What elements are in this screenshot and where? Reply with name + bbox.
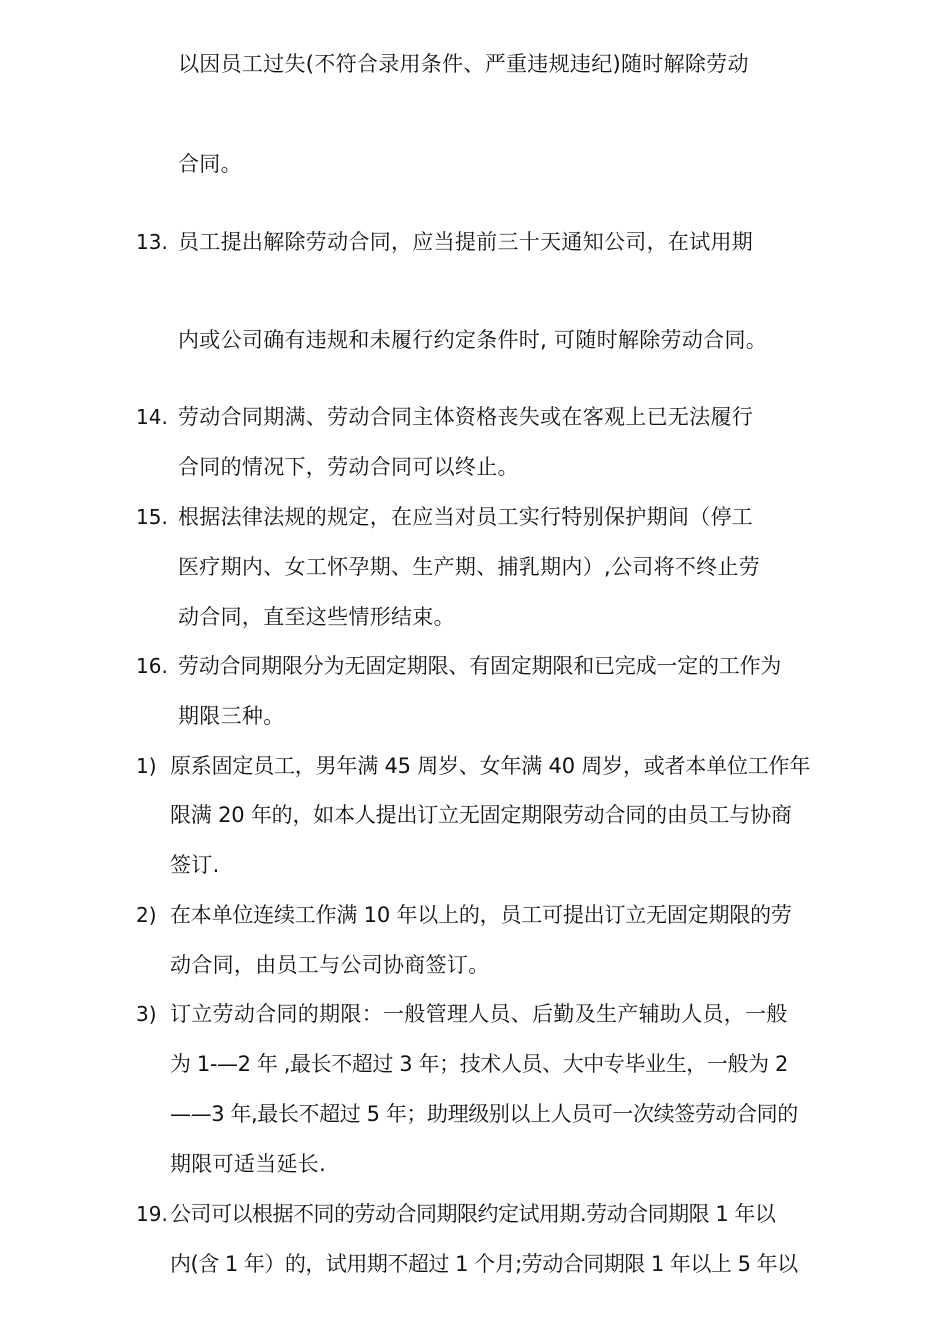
item-number: 15. bbox=[136, 505, 168, 529]
paragraph-line: 签订. bbox=[170, 853, 220, 877]
paragraph-line: 员工提出解除劳动合同，应当提前三十天通知公司，在试用期 bbox=[178, 230, 754, 254]
item-number: 13. bbox=[136, 230, 168, 254]
paragraph-line: 原系固定员工，男年满 45 周岁、女年满 40 周岁，或者本单位工作年 bbox=[170, 754, 811, 778]
paragraph-line: 内或公司确有违规和未履行约定条件时, 可随时解除劳动合同。 bbox=[178, 328, 768, 352]
item-number: 16. bbox=[136, 654, 168, 678]
subitem-number: 3) bbox=[136, 1002, 157, 1026]
paragraph-line: 期限三种。 bbox=[178, 704, 285, 728]
item-number: 19. bbox=[136, 1202, 168, 1226]
subitem-number: 2) bbox=[136, 903, 157, 927]
subitem-number: 1) bbox=[136, 754, 157, 778]
paragraph-line: 动合同，直至这些情形结束。 bbox=[178, 605, 455, 629]
paragraph-line: 公司可以根据不同的劳动合同期限约定试用期.劳动合同期限 1 年以 bbox=[170, 1202, 776, 1226]
paragraph-line: 医疗期内、女工怀孕期、生产期、捕乳期内）,公司将不终止劳 bbox=[178, 555, 761, 579]
item-number: 14. bbox=[136, 405, 168, 429]
paragraph-line: 期限可适当延长. bbox=[170, 1152, 327, 1176]
paragraph-line: ——3 年,最长不超过 5 年；助理级别以上人员可一次续签劳动合同的 bbox=[170, 1102, 798, 1126]
paragraph-line: 内(含 1 年）的，试用期不超过 1 个月;劳动合同期限 1 年以上 5 年以 bbox=[170, 1252, 798, 1276]
paragraph-line: 限满 20 年的，如本人提出订立无固定期限劳动合同的由员工与协商 bbox=[170, 803, 792, 827]
paragraph-line: 合同。 bbox=[178, 152, 242, 176]
paragraph-line: 劳动合同期限分为无固定期限、有固定期限和已完成一定的工作为 bbox=[178, 654, 782, 678]
paragraph-line: 在本单位连续工作满 10 年以上的，员工可提出订立无固定期限的劳 bbox=[170, 903, 792, 927]
paragraph-line: 为 1-—2 年 ,最长不超过 3 年；技术人员、大中专毕业生，一般为 2 bbox=[170, 1052, 788, 1076]
paragraph-line: 以因员工过失(不符合录用条件、严重违规违纪)随时解除劳动 bbox=[178, 52, 749, 76]
paragraph-line: 订立劳动合同的期限：一般管理人员、后勤及生产辅助人员，一般 bbox=[170, 1002, 788, 1026]
paragraph-line: 根据法律法规的规定，在应当对员工实行特别保护期间（停工 bbox=[178, 505, 754, 529]
paragraph-line: 劳动合同期满、劳动合同主体资格丧失或在客观上已无法履行 bbox=[178, 405, 754, 429]
paragraph-line: 合同的情况下，劳动合同可以终止。 bbox=[178, 455, 519, 479]
paragraph-line: 动合同，由员工与公司协商签订。 bbox=[170, 953, 490, 977]
